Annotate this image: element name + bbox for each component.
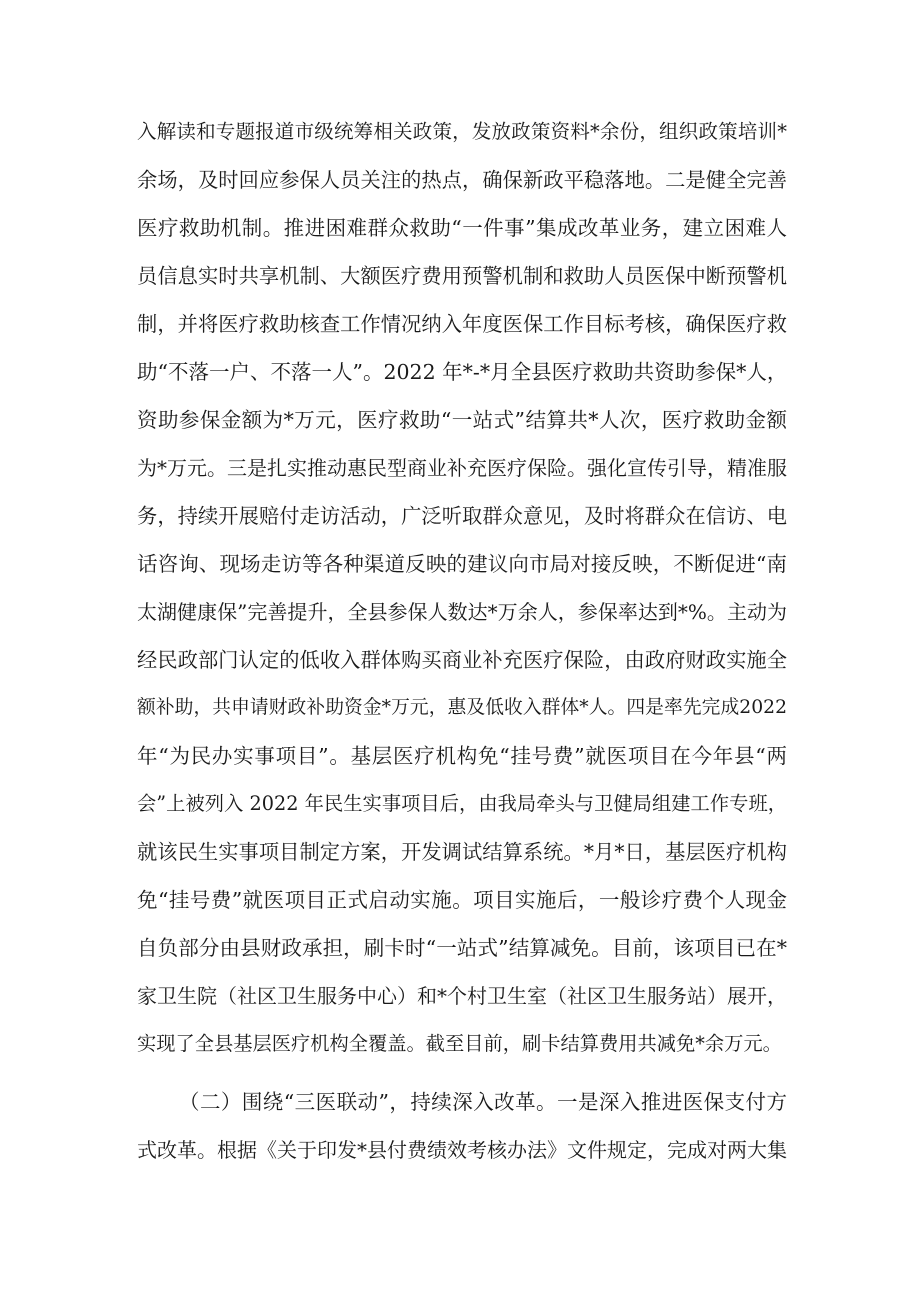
paragraph-line: 员信息实时共享机制、大额医疗费用预警机制和救助人员医保中断预警机 [137, 264, 787, 288]
paragraph-line: 家卫生院（社区卫生服务中心）和*个村卫生室（社区卫生服务站）展开， [137, 984, 787, 1008]
paragraph-1 [137, 108, 787, 1068]
paragraph-2 [137, 1078, 787, 1174]
paragraph-line: （二）围绕“三医联动”，持续深入改革。一是深入推进医保支付方 [179, 1090, 787, 1114]
paragraph-line: 入解读和专题报道市级统筹相关政策，发放政策资料*余份，组织政策培训* [137, 120, 787, 143]
paragraph-line: 额补助，共申请财政补助资金*万元，惠及低收入群体*人。四是率先完成2022 [137, 697, 787, 718]
document-body [137, 108, 787, 1174]
paragraph-line: 经民政部门认定的低收入群体购买商业补充医疗保险，由政府财政实施全 [137, 648, 787, 672]
paragraph-line: 会”上被列入 2022 年民生实事项目后，由我局牵头与卫健局组建工作专班， [137, 792, 787, 815]
paragraph-line: 实现了全县基层医疗机构全覆盖。截至目前，刷卡结算费用共减免*余万元。 [137, 1032, 782, 1055]
paragraph-line: 太湖健康保”完善提升，全县参保人数达*万余人，参保率达到*%。主动为 [137, 600, 787, 624]
paragraph-line: 就该民生实事项目制定方案，开发调试结算系统。*月*日，基层医疗机构 [137, 840, 787, 864]
paragraph-line: 助“不落一户、不落一人”。2022 年*-*月全县医疗救助共资助参保*人， [137, 360, 787, 384]
paragraph-line: 年“为民办实事项目”。基层医疗机构免“挂号费”就医项目在今年县“两 [137, 744, 787, 768]
paragraph-line: 式改革。根据《关于印发*县付费绩效考核办法》文件规定，完成对两大集 [137, 1138, 787, 1162]
paragraph-line: 余场，及时回应参保人员关注的热点，确保新政平稳落地。二是健全完善 [137, 168, 787, 192]
paragraph-line: 制，并将医疗救助核查工作情况纳入年度医保工作目标考核，确保医疗救 [137, 312, 787, 336]
paragraph-line: 医疗救助机制。推进困难群众救助“一件事”集成改革业务，建立困难人 [137, 216, 787, 240]
paragraph-line: 务，持续开展赔付走访活动，广泛听取群众意见，及时将群众在信访、电 [137, 504, 787, 528]
paragraph-line: 话咨询、现场走访等各种渠道反映的建议向市局对接反映，不断促进“南 [137, 552, 787, 576]
paragraph-spacer [137, 1068, 787, 1078]
paragraph-line: 为*万元。三是扎实推动惠民型商业补充医疗保险。强化宣传引导，精准服 [137, 456, 787, 480]
paragraph-line: 资助参保金额为*万元，医疗救助“一站式”结算共*人次，医疗救助金额 [137, 408, 787, 432]
paragraph-line: 自负部分由县财政承担，刷卡时“一站式”结算减免。目前，该项目已在* [137, 936, 787, 960]
paragraph-line: 免“挂号费”就医项目正式启动实施。项目实施后，一般诊疗费个人现金 [137, 888, 787, 912]
